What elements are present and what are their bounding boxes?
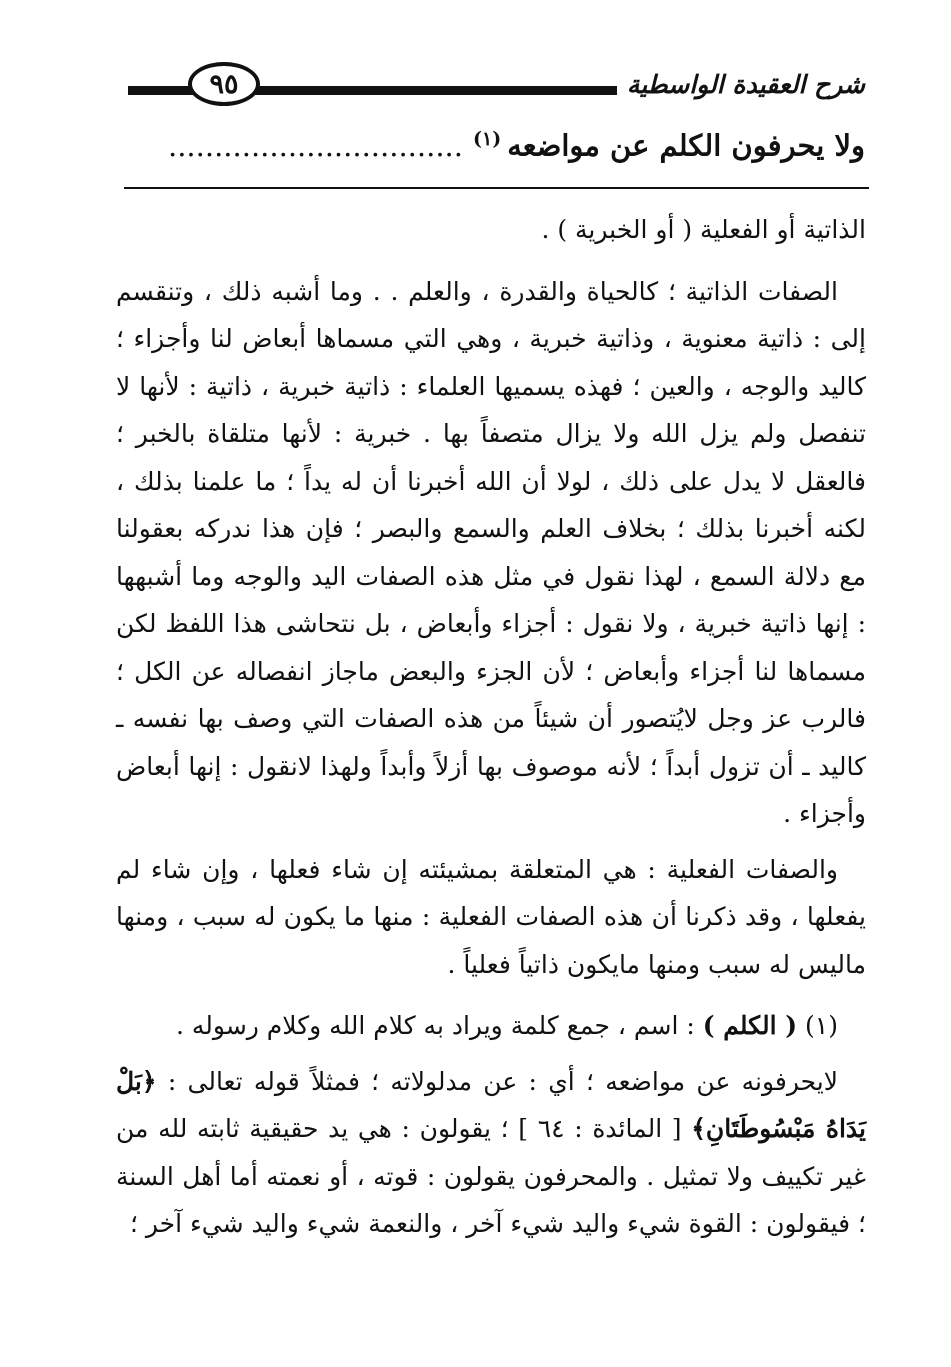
body-text — [116, 206, 866, 1248]
tahrif-intro: لايحرفونه عن مواضعه ؛ أي : عن مدلولاته ؛ فمثلاً قوله تعالى : — [167, 1066, 838, 1096]
matn-line — [125, 128, 865, 163]
tahrif-explanation: [ المائدة : ٦٤ ] ؛ يقولون : هي يد حقيقية ثابته لله من غير تكييف ولا تمثيل . والمحرفون يقولون : قوته ، أو نعمته أما أهل السنة ؛ فيقولون : القوة شيء واليد شيء آخر ، والنعمة شيء واليد شيء آخر ؛ — [116, 1114, 866, 1238]
matn-separator — [124, 187, 869, 189]
paragraph-dhatiya: الصفات الذاتية ؛ كالحياة والقدرة ، والعلم . . وما أشبه ذلك ، وتنقسم إلى : ذاتية معنوية ، وذاتية خبرية ، وهي التي مسماها أبعاض لنا وأجزاء ؛ كاليد والوجه ، والعين ؛ فهذه يسميها العلماء : ذاتية خبرية ، ذاتية : لأنها لا تنفصل ولم يزل الله ولا يزال متصفاً بها . خبرية : لأنها متلقاة بالخبر ؛ فالعقل لا يدل على ذلك ، لولا أن الله أخبرنا أن له يداً ؛ ما علمنا بذلك ، لكنه أخبرنا بذلك ؛ بخلاف العلم والسمع والبصر ؛ فإن هذا ندركه بعقولنا مع دلالة السمع ، لهذا نقول في مثل هذه الصفات اليد والوجه وما أشبهها : إنها ذاتية خبرية ، ولا نقول : أجزاء وأبعاض ، بل نتحاشى هذا اللفظ لكن مسماها لنا أجزاء وأبعاض ؛ لأن الجزء والبعض ماجاز انفصاله عن الكل ؛ فالرب عز وجل لايُتصور أن شيئاً من هذه الصفات التي وصف بها نفسه ـ كاليد ـ أن تزول أبداً ؛ لأنه موصوف بها أزلاً وأبداً ولهذا لانقول : إنها أبعاض وأجزاء . — [116, 276, 866, 828]
footnote-term: ( الكلم ) — [702, 1011, 798, 1040]
paragraph-continuation: الذاتية أو الفعلية ( أو الخبرية ) . — [541, 215, 866, 244]
running-header-title: شرح العقيدة الواسطية — [617, 70, 865, 99]
paragraph-filiya: والصفات الفعلية : هي المتعلقة بمشيئته إن شاء فعلها ، وإن شاء لم يفعلها ، وقد ذكرنا أن هذه الصفات الفعلية : منها ما يكون له سبب ، ومنها ماليس له سبب ومنها مايكون ذاتياً فعلياً . — [116, 854, 866, 979]
footnote-number: (١) — [805, 1011, 838, 1040]
matn-dots: ................................ — [168, 128, 463, 163]
quran-verse: ﴿بَلْ يَدَاهُ مَبْسُوطَتَانِ﴾ — [116, 1066, 866, 1143]
paragraph-tahrif — [116, 1058, 866, 1248]
footnote — [116, 1002, 866, 1050]
matn-text: ولا يحرفون الكلم عن مواضعه — [507, 128, 865, 163]
footnote-text: : اسم ، جمع كلمة ويراد به كلام الله وكلام رسوله . — [176, 1011, 695, 1040]
page-number: ٩٥ — [188, 62, 260, 106]
footnote-reference: (١) — [472, 128, 502, 150]
